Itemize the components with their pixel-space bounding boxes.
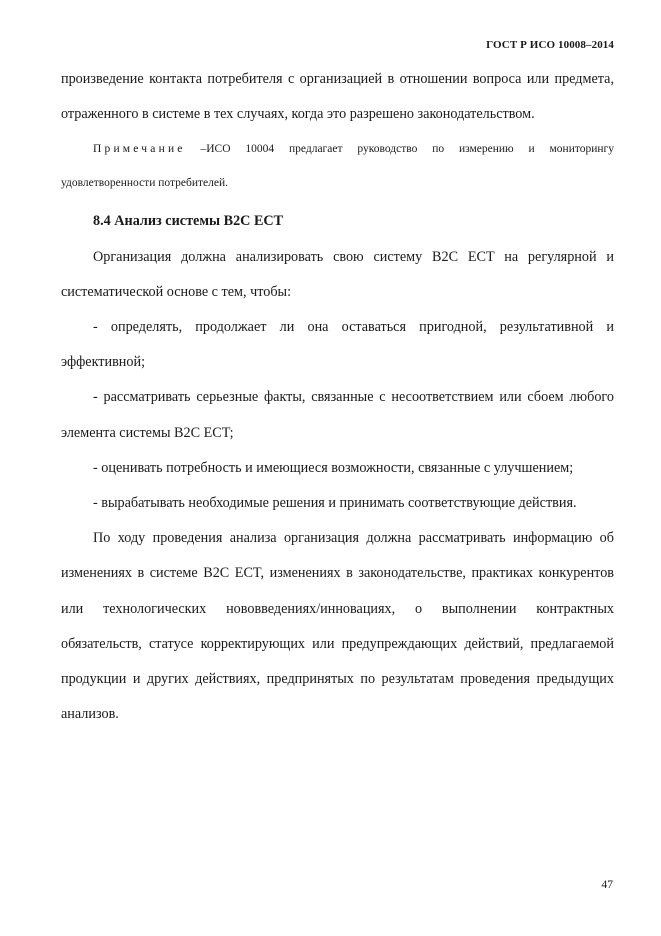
note-paragraph — [61, 132, 614, 200]
note-text: –ИСО 10004 предлагает руководство по измерению и мониторингу удовлетворенности потребителей. — [61, 143, 615, 190]
list-item: - рассматривать серьезные факты, связанные с несоответствием или сбоем любого элемента системы B2C ECT; — [61, 389, 614, 441]
list-item: - определять, продолжает ли она оставаться пригодной, результативной и эффективной; — [61, 319, 614, 371]
note-label: Примечание — [93, 143, 186, 156]
page-content — [61, 62, 614, 732]
paragraph-intro: Организация должна анализировать свою систему B2C ECT на регулярной и систематической основе с тем, чтобы: — [61, 248, 614, 300]
paragraph-continuation: произведение контакта потребителя с организацией в отношении вопроса или предмета, отраженного в системе в тех случаях, когда это разрешено законодательством. — [61, 71, 614, 123]
paragraph-analysis: По ходу проведения анализа организация должна рассматривать информацию об изменениях в системе B2C ECT, изменениях в законодательстве, практиках конкурентов или технологических нововведениях/инновациях, о выполнении контрактных обязательств, статусе корректирующих или предупреждающих действий, предлагаемой продукции и других действиях, предпринятых по результатам проведения предыдущих анализов. — [61, 530, 614, 723]
list-item: - вырабатывать необходимые решения и принимать соответствующие действия. — [93, 495, 577, 512]
section-heading: 8.4 Анализ системы B2C ECT — [93, 213, 284, 230]
standard-code-header: ГОСТ Р ИСО 10008–2014 — [486, 39, 614, 51]
page-number: 47 — [601, 879, 613, 891]
list-item: - оценивать потребность и имеющиеся возможности, связанные с улучшением; — [93, 459, 574, 476]
